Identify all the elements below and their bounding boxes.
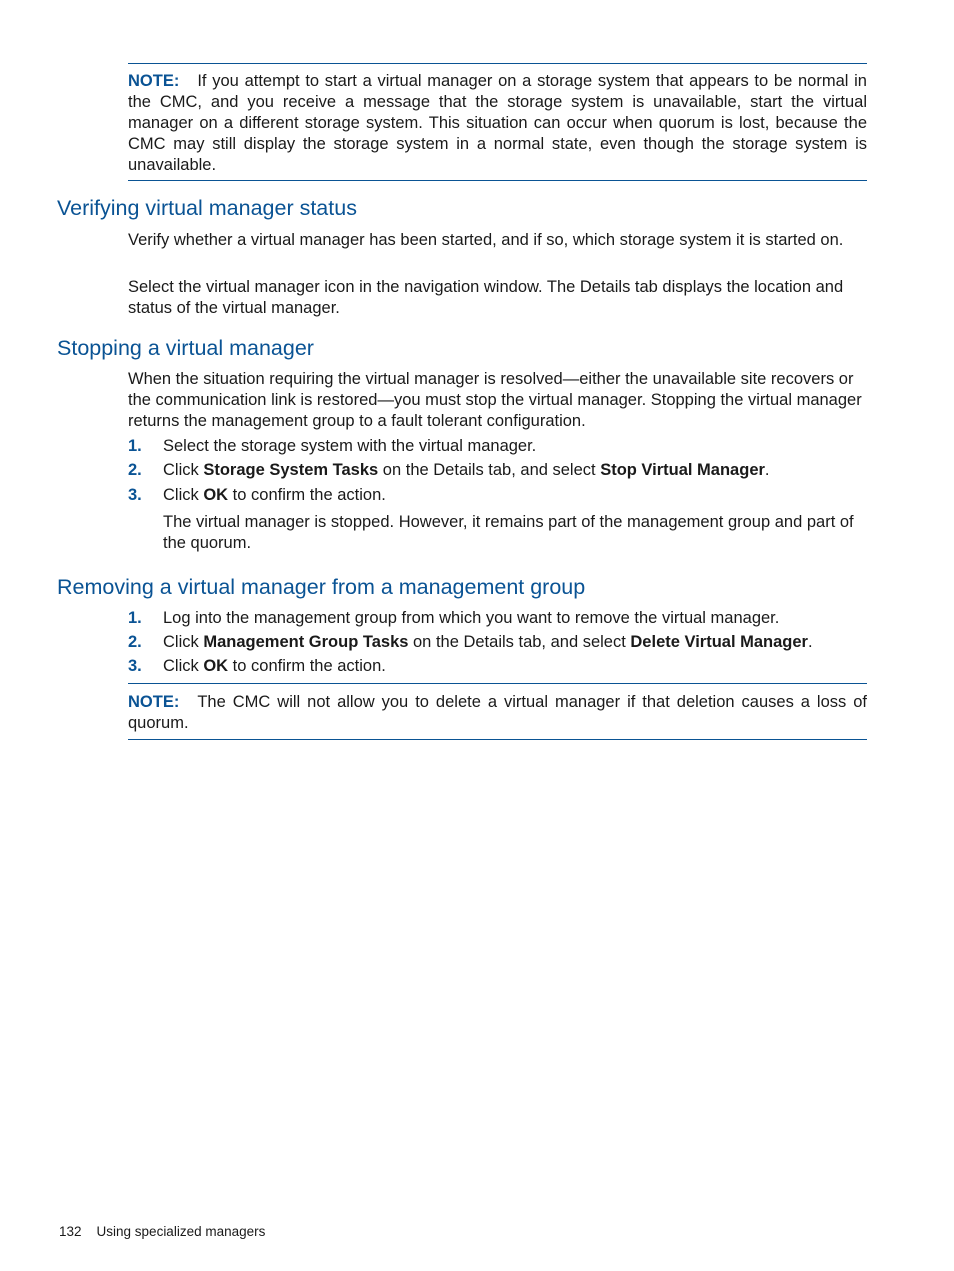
heading-removing-manager: Removing a virtual manager from a management group (57, 575, 586, 599)
step-text: Log into the management group from which you want to remove the virtual manager. (163, 609, 780, 627)
ui-term-management-group-tasks: Management Group Tasks (203, 633, 409, 651)
note-box-quorum (128, 63, 867, 181)
paragraph-stop-result: The virtual manager is stopped. However, it remains part of the management group and part of the quorum. (163, 513, 854, 552)
step-number: 3. (128, 486, 142, 504)
footer-title: Using specialized managers (96, 1224, 266, 1239)
paragraph-stop-intro: When the situation requiring the virtual manager is resolved—either the unavailable site recovers or the communication link is restored—you must stop the virtual manager. Stopping the virtual manager returns the management group to a fault tolerant configuration. (128, 370, 862, 430)
note-label: NOTE: (128, 693, 180, 711)
step-text: Click Management Group Tasks on the Details tab, and select Delete Virtual Manager. (163, 633, 813, 651)
note-text: If you attempt to start a virtual manager on a storage system that appears to be normal in the CMC, and you receive a message that the storage system is unavailable, start the virtual manager on a different storage system. This situation can occur when quorum is lost, because the CMC may still display the storage system in a normal state, even though the storage system is unavailable. (128, 72, 867, 174)
ui-term-stop-virtual-manager: Stop Virtual Manager (600, 461, 765, 479)
step-number: 1. (128, 437, 142, 455)
step-number: 2. (128, 633, 142, 651)
heading-stopping-manager: Stopping a virtual manager (57, 336, 314, 360)
ui-term-ok: OK (203, 486, 229, 504)
page-footer (59, 1223, 265, 1241)
step-text: Select the storage system with the virtual manager. (163, 437, 537, 455)
page-number: 132 (59, 1224, 82, 1239)
paragraph-verify-intro: Verify whether a virtual manager has been started, and if so, which storage system it is started on. (128, 231, 844, 249)
paragraph-verify-details: Select the virtual manager icon in the navigation window. The Details tab displays the location and status of the virtual manager. (128, 278, 844, 317)
step-number: 3. (128, 657, 142, 675)
ui-term-storage-system-tasks: Storage System Tasks (203, 461, 379, 479)
note-label: NOTE: (128, 72, 180, 90)
step-text: Click Storage System Tasks on the Details tab, and select Stop Virtual Manager. (163, 461, 770, 479)
ui-term-delete-virtual-manager: Delete Virtual Manager (630, 633, 808, 651)
note-text: The CMC will not allow you to delete a virtual manager if that deletion causes a loss of quorum. (128, 693, 867, 732)
step-number: 2. (128, 461, 142, 479)
step-text: Click OK to confirm the action. (163, 486, 386, 504)
step-number: 1. (128, 609, 142, 627)
heading-verifying-status: Verifying virtual manager status (57, 196, 357, 220)
step-text: Click OK to confirm the action. (163, 657, 386, 675)
ui-term-ok: OK (203, 657, 229, 675)
note-box-delete (128, 683, 867, 740)
